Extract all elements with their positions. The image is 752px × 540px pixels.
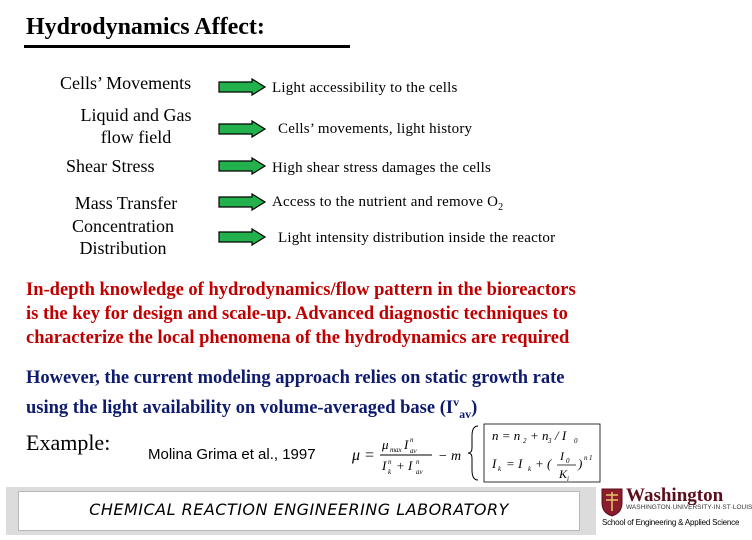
cause-liquid-gas-line2: flow field xyxy=(100,127,172,147)
modeling-line2-sup: v xyxy=(453,395,460,409)
formula-den-sub: k xyxy=(388,468,392,476)
formula-eq2-sup: n xyxy=(584,454,588,462)
formula-brace xyxy=(468,426,478,480)
formula-eq2-eq: = I xyxy=(506,456,523,471)
logo-university-line: WASHINGTON·UNIVERSITY·IN·ST·LOUIS xyxy=(626,504,752,511)
key-statement-line1: In-depth knowledge of hydrodynamics/flow pattern in the bioreactors xyxy=(26,280,576,300)
effect-nutrient-sub: 2 xyxy=(498,202,504,213)
cause-mass-transfer: Mass Transfer xyxy=(74,193,178,213)
logo-washington: Washington xyxy=(626,485,724,506)
effect-light-accessibility: Light accessibility to the cells xyxy=(272,80,458,96)
cause-concentration-line2: Distribution xyxy=(79,238,167,258)
formula-eq2-I0sub: 0 xyxy=(566,457,570,465)
formula-eq2-Ksub: i xyxy=(567,475,569,483)
title-underline xyxy=(24,45,350,48)
formula-eq2-I: I xyxy=(492,456,497,471)
arrow-5-icon xyxy=(218,228,266,246)
cause-shear-stress: Shear Stress xyxy=(66,156,155,176)
formula-minus-m: − m xyxy=(438,449,462,464)
formula-eq2-I0: I xyxy=(560,449,564,463)
formula-eq2-close: ) xyxy=(578,456,583,471)
slide-title: Hydrodynamics Affect: xyxy=(26,14,265,40)
formula-eq2-plus: + ( xyxy=(535,456,552,471)
formula-eq1-plus: + n xyxy=(530,428,549,443)
formula-eq2-sup2: 1 xyxy=(589,454,593,462)
key-statement-line3: characterize the local phenomena of the hydrodynamics are required xyxy=(26,328,570,348)
formula-eq1-sub2: 2 xyxy=(523,437,527,445)
formula-eq2-K: K xyxy=(559,467,568,481)
arrow-4-icon xyxy=(218,193,266,211)
key-statement xyxy=(26,278,576,350)
modeling-line2-text: using the light availability on volume-averaged base (I xyxy=(26,398,454,419)
university-shield-icon xyxy=(600,487,624,517)
formula-den-plus: + I xyxy=(396,458,413,473)
cause-liquid-gas-flow xyxy=(60,104,212,148)
arrow-3-icon xyxy=(218,157,266,175)
arrow-2-icon xyxy=(218,120,266,138)
formula-eq2-sub2: k xyxy=(528,465,532,473)
footer-lab-name: CHEMICAL REACTION ENGINEERING LABORATORY xyxy=(89,500,509,519)
modeling-line2-sub: av xyxy=(459,406,472,421)
formula-den-sup2: n xyxy=(416,458,420,466)
cause-cells-movements: Cells’ Movements xyxy=(60,73,192,93)
formula-num-sup: n xyxy=(410,436,414,444)
formula-num-I: I xyxy=(404,437,409,452)
formula-eq1-sub3: 3 xyxy=(548,437,552,445)
growth-rate-formula xyxy=(350,422,602,484)
effect-nutrient-access xyxy=(272,194,503,213)
arrow-1-icon xyxy=(218,78,266,96)
effect-nutrient-text: Access to the nutrient and remove O xyxy=(272,194,499,210)
formula-den-I: I xyxy=(382,458,387,473)
formula-mu: μ = xyxy=(352,447,375,464)
effect-shear-damage: High shear stress damages the cells xyxy=(272,160,492,176)
formula-den-sup: n xyxy=(388,458,392,466)
effect-light-intensity: Light intensity distribution inside the reactor xyxy=(278,230,556,246)
formula-eq1-div: / I xyxy=(555,428,567,443)
effect-cells-movements: Cells’ movements, light history xyxy=(278,121,473,137)
formula-eq1-n: n = n xyxy=(492,428,521,443)
cause-concentration-line1: Concentration xyxy=(72,216,174,236)
formula-eq1-sub0: 0 xyxy=(574,437,578,445)
modeling-statement-line1: However, the current modeling approach relies on static growth rate xyxy=(26,368,565,388)
key-statement-line2: is the key for design and scale-up. Advanced diagnostic techniques to xyxy=(26,304,568,324)
formula-num-sub: av xyxy=(410,447,417,455)
modeling-statement xyxy=(26,366,565,426)
logo-school-line: School of Engineering & Applied Science xyxy=(602,518,740,527)
example-label: Example: xyxy=(26,430,111,455)
formula-eq2-sub: k xyxy=(498,465,502,473)
modeling-statement-line2 xyxy=(26,390,565,426)
modeling-line2-close: ) xyxy=(471,398,478,419)
formula-num-mu: μ xyxy=(382,437,389,452)
formula-num-max: max xyxy=(390,446,402,454)
citation: Molina Grima et al., 1997 xyxy=(148,446,316,463)
cause-concentration-distribution xyxy=(60,215,186,259)
formula-den-sub2: av xyxy=(416,468,423,476)
cause-liquid-gas-line1: Liquid and Gas xyxy=(80,105,192,125)
